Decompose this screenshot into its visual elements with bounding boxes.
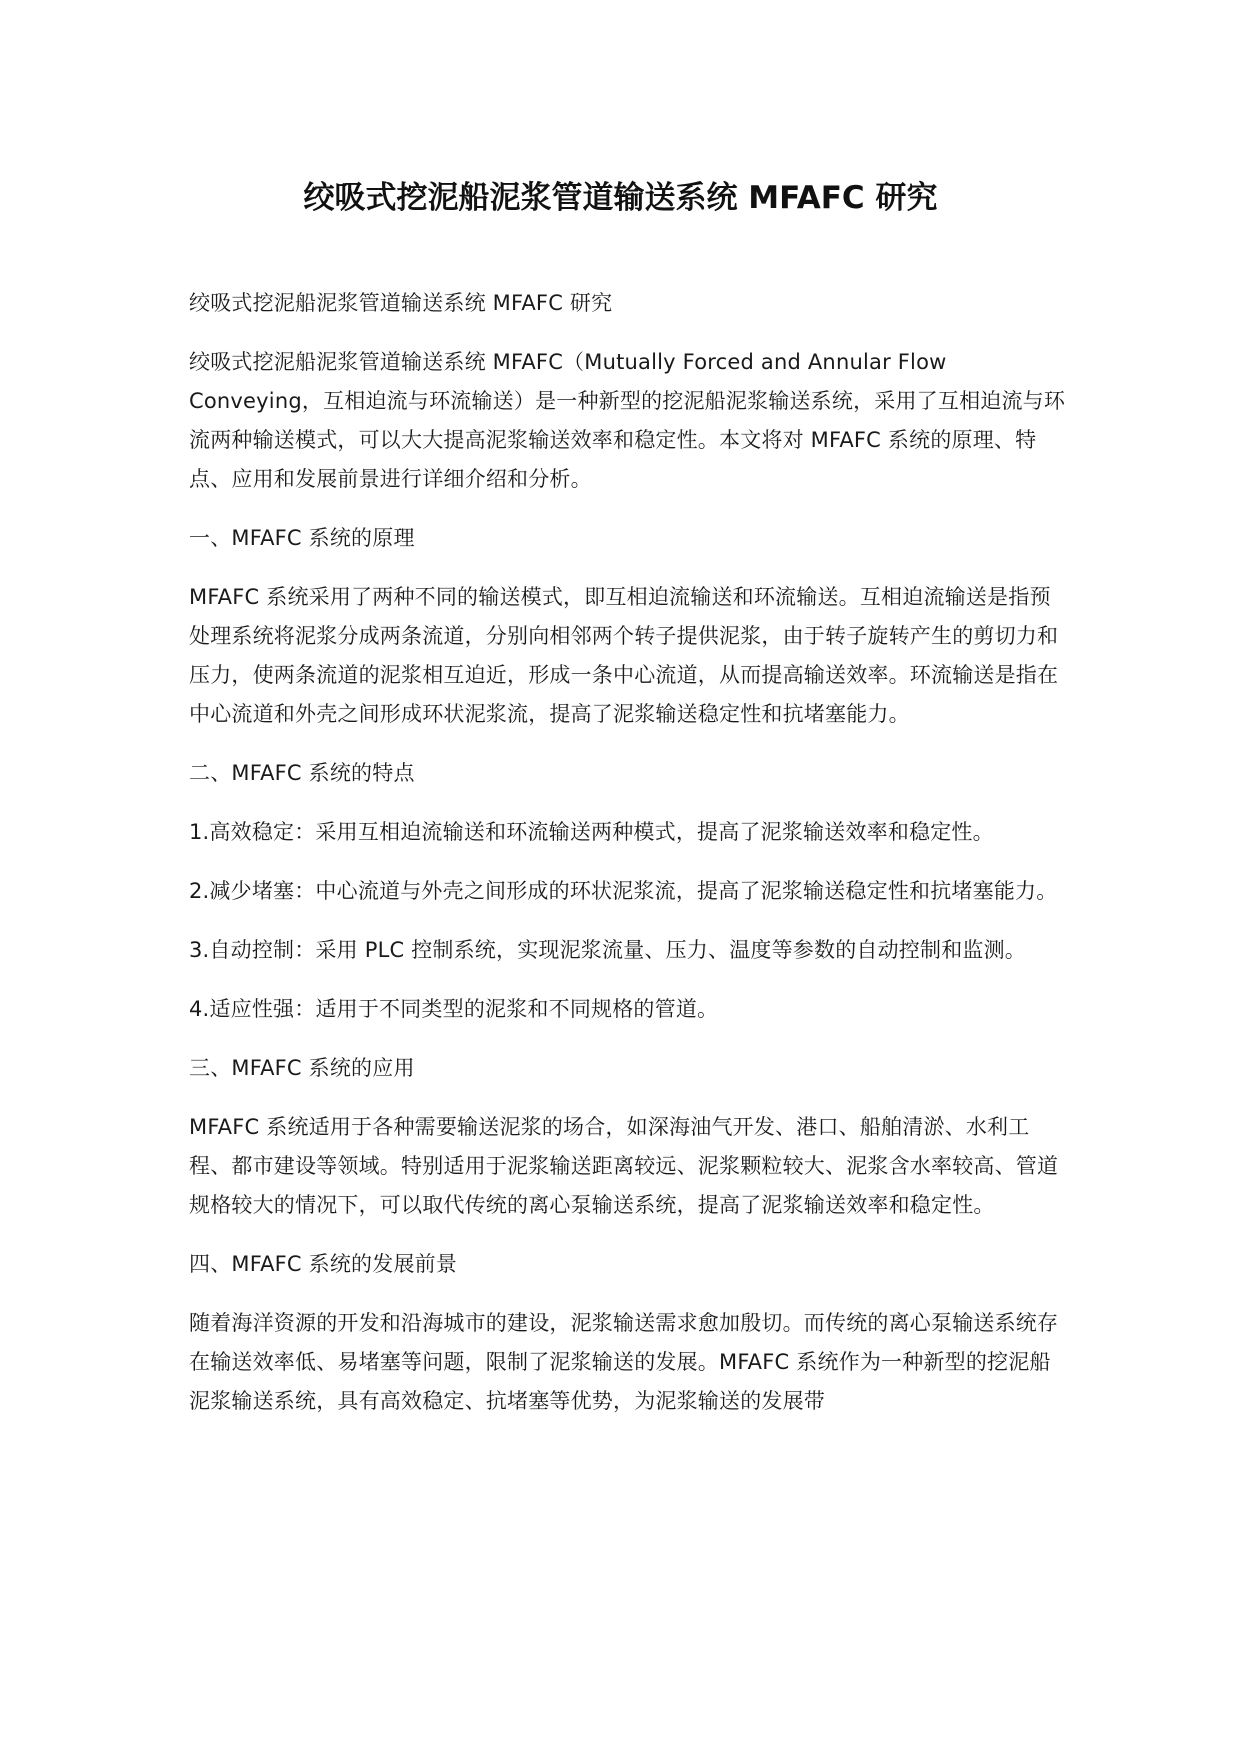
section-heading-applications: 三、MFAFC 系统的应用 xyxy=(189,1056,415,1080)
paragraph-intro: 绞吸式挖泥船泥浆管道输送系统 MFAFC（Mutually Forced and Annular Flow Conveying，互相迫流与环流输送）是一种新型的挖泥船泥浆输送系统，采用了互相迫流与环流两种输送模式，可以大大提高泥浆输送效率和稳定性。本文将对 MFAFC 系统的原理、特点、应用和发展前景进行详细介绍和分析。 xyxy=(189,350,1066,491)
paragraph-subtitle: 绞吸式挖泥船泥浆管道输送系统 MFAFC 研究 xyxy=(189,291,613,315)
section-heading-prospects: 四、MFAFC 系统的发展前景 xyxy=(189,1252,458,1276)
list-item-feature-3: 3.自动控制：采用 PLC 控制系统，实现泥浆流量、压力、温度等参数的自动控制和监测。 xyxy=(189,938,1027,962)
section-heading-principle: 一、MFAFC 系统的原理 xyxy=(189,526,415,550)
list-item-feature-1: 1.高效稳定：采用互相迫流输送和环流输送两种模式，提高了泥浆输送效率和稳定性。 xyxy=(189,820,994,844)
paragraph-applications: MFAFC 系统适用于各种需要输送泥浆的场合，如深海油气开发、港口、船舶清淤、水利工程、都市建设等领域。特别适用于泥浆输送距离较远、泥浆颗粒较大、泥浆含水率较高、管道规格较大的情况下，可以取代传统的离心泵输送系统，提高了泥浆输送效率和稳定性。 xyxy=(189,1115,1059,1217)
document-body xyxy=(189,284,1069,1441)
paragraph-principle: MFAFC 系统采用了两种不同的输送模式，即互相迫流输送和环流输送。互相迫流输送是指预处理系统将泥浆分成两条流道，分别向相邻两个转子提供泥浆，由于转子旋转产生的剪切力和压力，使两条流道的泥浆相互迫近，形成一条中心流道，从而提高输送效率。环流输送是指在中心流道和外壳之间形成环状泥浆流，提高了泥浆输送稳定性和抗堵塞能力。 xyxy=(189,585,1059,726)
section-heading-features: 二、MFAFC 系统的特点 xyxy=(189,761,415,785)
list-item-feature-2: 2.减少堵塞：中心流道与外壳之间形成的环状泥浆流，提高了泥浆输送稳定性和抗堵塞能力。 xyxy=(189,879,1058,903)
document-title: 绞吸式挖泥船泥浆管道输送系统 MFAFC 研究 xyxy=(303,180,938,216)
list-item-feature-4: 4.适应性强：适用于不同类型的泥浆和不同规格的管道。 xyxy=(189,997,719,1021)
paragraph-prospects: 随着海洋资源的开发和沿海城市的建设，泥浆输送需求愈加殷切。而传统的离心泵输送系统存在输送效率低、易堵塞等问题，限制了泥浆输送的发展。MFAFC 系统作为一种新型的挖泥船泥浆输送系统，具有高效稳定、抗堵塞等优势，为泥浆输送的发展带 xyxy=(189,1311,1059,1413)
